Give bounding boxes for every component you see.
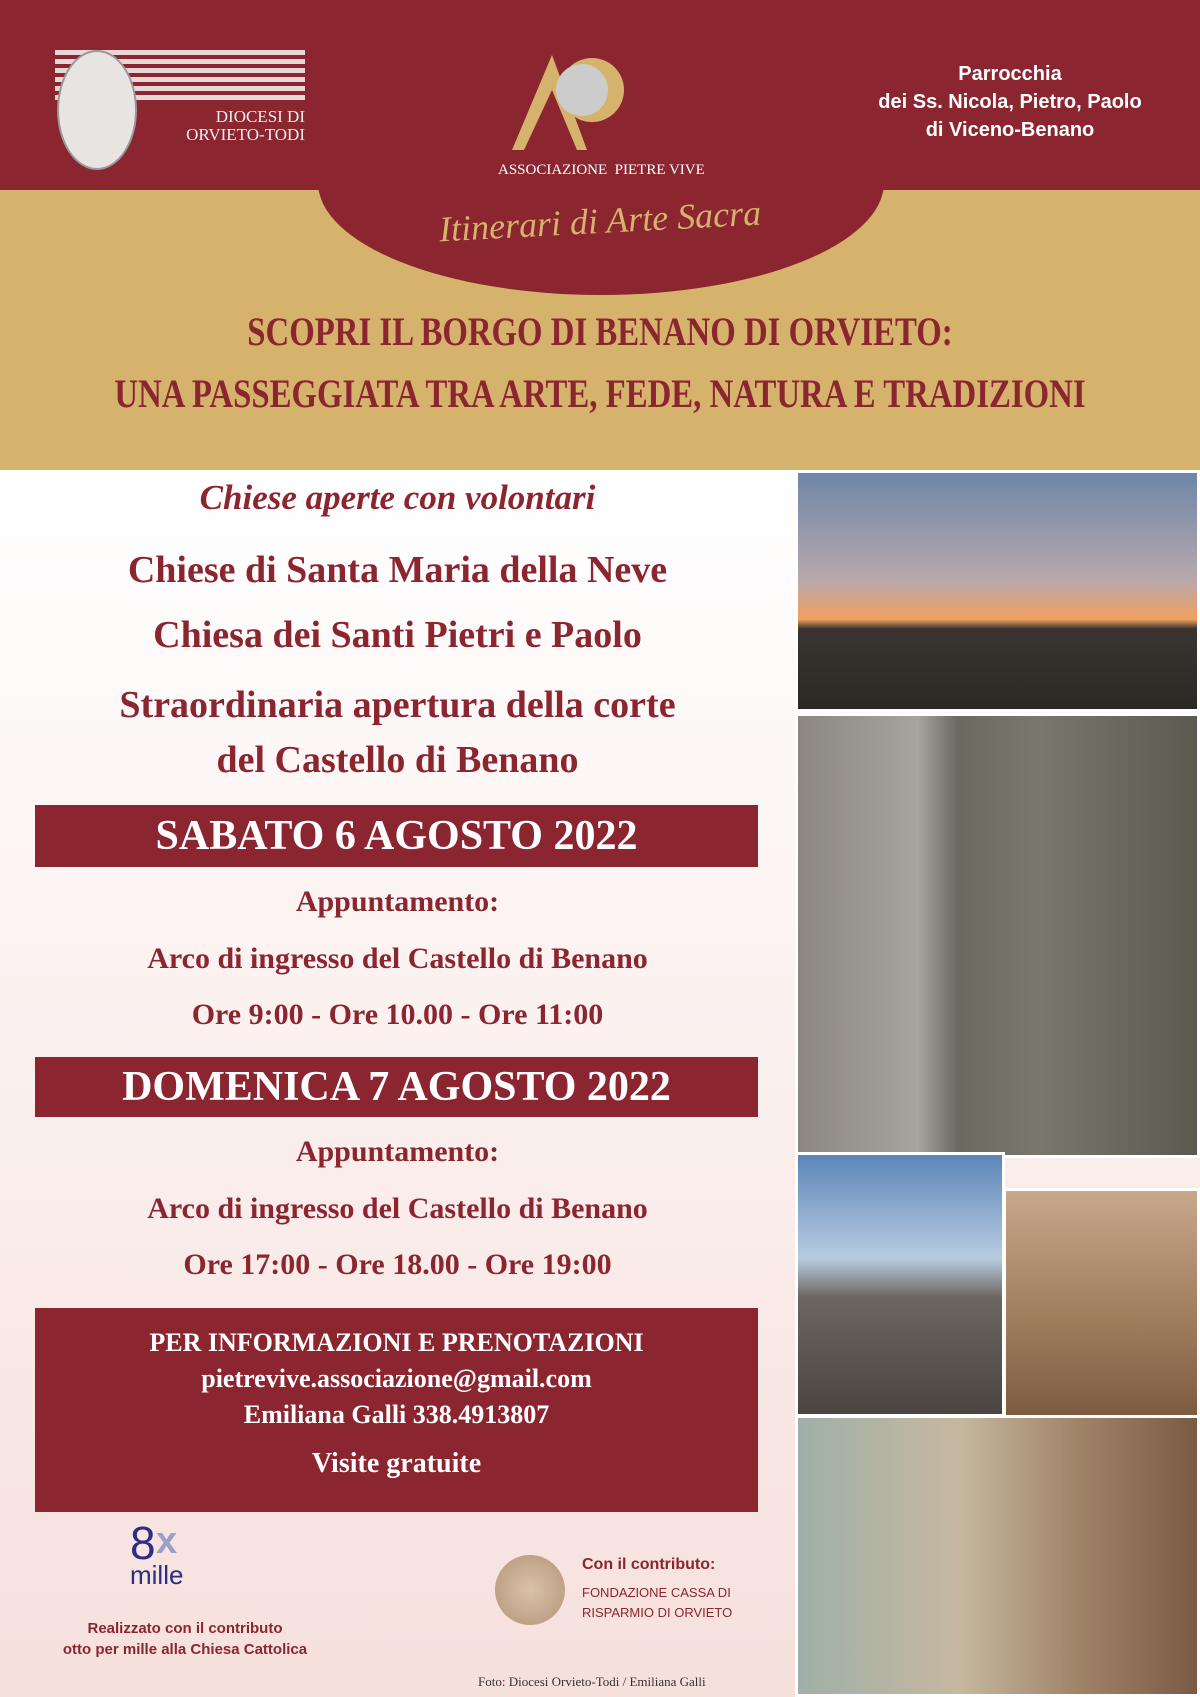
main-title-line-1: SCOPRI IL BORGO DI BENANO DI ORVIETO:: [247, 309, 953, 354]
info-heading: PER INFORMAZIONI E PRENOTAZIONI: [149, 1328, 644, 1357]
series-title: Itinerari di Arte Sacra: [438, 192, 762, 250]
info-email[interactable]: pietrevive.associazione@gmail.com: [201, 1364, 592, 1393]
street-photo: [795, 713, 1200, 1158]
church-line: Chiesa dei Santi Pietri e Paolo: [153, 614, 642, 656]
castle-line: Straordinaria apertura della corte: [119, 684, 676, 726]
sponsor-heading: Con il contributo:: [582, 1556, 716, 1573]
otto-per-mille-logo: 8 x mille: [130, 1517, 184, 1590]
event-label: Appuntamento:: [295, 1135, 500, 1168]
sponsor-name: FONDAZIONE CASSA DI RISPARMIO DI ORVIETO: [582, 1585, 733, 1620]
info-contact: Emiliana Galli 338.4913807: [243, 1400, 550, 1429]
event-times: Ore 17:00 - Ore 18.00 - Ore 19:00: [183, 1248, 612, 1281]
parish-name: Parrocchia dei Ss. Nicola, Pietro, Paolo di Viceno-Benano: [878, 63, 1142, 141]
photo-credits: Foto: Diocesi Orvieto-Todi / Emiliana Galli: [478, 1674, 706, 1689]
diocese-logo: DIOCESI DI ORVIETO-TODI: [55, 50, 305, 170]
association-logo: ASSOCIAZIONE PIETRE VIVE: [490, 50, 710, 185]
castle-line: del Castello di Benano: [216, 739, 579, 781]
info-note: Visite gratuite: [311, 1448, 482, 1479]
otto-text: Realizzato con il contributo otto per mille alla Chiesa Cattolica: [62, 1620, 308, 1658]
sunset-photo: [795, 470, 1200, 712]
event-date: DOMENICA 7 AGOSTO 2022: [35, 1057, 758, 1117]
fresco-photo: [795, 1415, 1200, 1697]
event-date: SABATO 6 AGOSTO 2022: [35, 805, 758, 867]
title-band: [0, 190, 1200, 470]
church-line: Chiese di Santa Maria della Neve: [127, 549, 668, 591]
event-times: Ore 9:00 - Ore 10.00 - Ore 11:00: [191, 998, 604, 1031]
event-place: Arco di ingresso del Castello di Benano: [147, 1192, 648, 1225]
event-place: Arco di ingresso del Castello di Benano: [147, 942, 648, 975]
intro-subtitle: Chiese aperte con volontari: [199, 478, 596, 517]
bell-tower-photo: [795, 1152, 1005, 1417]
header: [0, 0, 1200, 190]
main-title-line-2: UNA PASSEGGIATA TRA ARTE, FEDE, NATURA E TRADIZIONI: [114, 371, 1086, 416]
info-box: [35, 1308, 758, 1512]
event-label: Appuntamento:: [295, 885, 500, 918]
foundation-seal: [495, 1555, 565, 1625]
